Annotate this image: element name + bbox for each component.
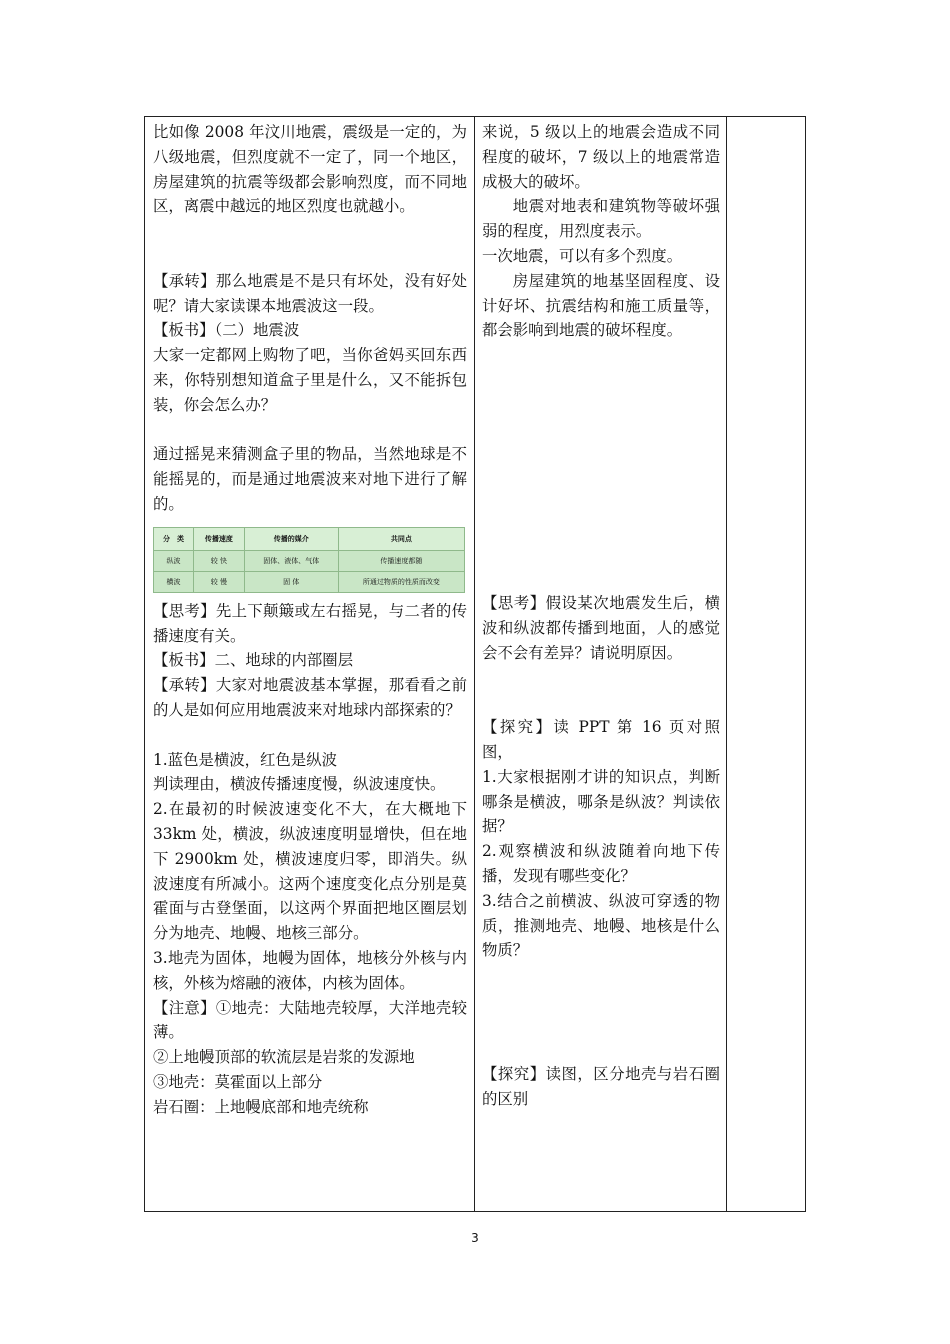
paragraph: 【板书】（二）地震波 [153, 321, 300, 340]
lesson-table [144, 116, 806, 1212]
paragraph: 3.结合之前横波、纵波可穿透的物质，推测地壳、地幔、地核是什么物质？ [482, 891, 720, 960]
paragraph: 1.蓝色是横波，红色是纵波 [153, 750, 337, 769]
table-cell: 所通过物质的性质而改变 [338, 571, 464, 592]
paragraph: 大家一定都网上购物了吧，当你爸妈买回东西来，你特别想知道盒子里是什么，又不能拆包装，你会怎么办？ [153, 346, 467, 414]
table-cell: 传播速度都随 [338, 550, 464, 571]
table-cell: 固体、液体、气体 [244, 550, 338, 571]
table-cell: 较 快 [194, 550, 245, 571]
column-divider [726, 117, 727, 1211]
table-cell: 固 体 [244, 571, 338, 592]
paragraph: 一次地震，可以有多个烈度。 [482, 246, 683, 265]
paragraph: 房屋建筑的地基坚固程度、设计好坏、抗震结构和施工质量等，都会影响到地震的破坏程度。 [482, 271, 720, 340]
teacher-activity-column [153, 120, 467, 1119]
paragraph: 【思考】假设某次地震发生后，横波和纵波都传播到地面，人的感觉会不会有差异？请说明原因。 [482, 594, 720, 662]
page-number: 3 [471, 1231, 479, 1245]
table-cell: 纵波 [154, 550, 194, 571]
paragraph: 1.大家根据刚才讲的知识点，判断哪条是横波，哪条是纵波？判读依据？ [482, 767, 720, 836]
paragraph: 【思考】先上下颠簸或左右摇晃，与二者的传播速度有关。 [153, 601, 467, 645]
table-header: 分 类 [154, 527, 194, 550]
table-cell: 较 慢 [194, 571, 245, 592]
paragraph: 判读理由，横波传播速度慢，纵波速度快。 [153, 775, 446, 794]
seismic-wave-table [153, 527, 465, 593]
paragraph: 【承转】大家对地震波基本掌握，那看看之前的人是如何应用地震波来对地球内部探索的？ [153, 676, 467, 719]
paragraph: 2.观察横波和纵波随着向地下传播，发现有哪些变化？ [482, 842, 720, 885]
paragraph: 【承转】那么地震是不是只有坏处，没有好处呢？请大家读课本地震波这一段。 [153, 271, 467, 315]
paragraph: 【探究】读图，区分地壳与岩石圈的区别 [482, 1065, 720, 1109]
paragraph: ②上地幔顶部的软流层是岩浆的发源地 [153, 1048, 415, 1067]
table-header: 传播的媒介 [244, 527, 338, 550]
paragraph: 2.在最初的时候波速变化不大，在大概地下 33km 处，横波，纵波速度明显增快，但在地下 2900km 处，横波速度归零，即消失。纵波速度有所减小。这两个速度变化点分别是莫霍面与古登堡面，以这两个界面把地区圈层划分为地壳、地幔、地核三部分。 [153, 800, 467, 943]
paragraph: 岩石圈：上地幔底部和地壳统称 [153, 1097, 369, 1116]
table-cell: 横波 [154, 571, 194, 592]
paragraph: 【探究】读 PPT 第 16 页对照图， [482, 718, 720, 761]
table-header: 传播速度 [194, 527, 245, 550]
table-header: 共同点 [338, 527, 464, 550]
paragraph: 【板书】二、地球的内部圈层 [153, 651, 354, 670]
paragraph: 地震对地表和建筑物等破坏强弱的程度，用烈度表示。 [482, 197, 720, 241]
column-divider [474, 117, 475, 1211]
paragraph: 3.地壳为固体，地幔为固体，地核分外核与内核，外核为熔融的液体，内核为固体。 [153, 948, 467, 992]
paragraph: 比如像 2008 年汶川地震，震级是一定的，为八级地震，但烈度就不一定了，同一个地区，房屋建筑的抗震等级都会影响烈度，而不同地区，离震中越远的地区烈度也就越小。 [153, 123, 467, 216]
paragraph: 通过摇晃来猜测盒子里的物品，当然地球是不能摇晃的，而是通过地震波来对地下进行了解的。 [153, 445, 467, 513]
paragraph: ③地壳：莫霍面以上部分 [153, 1072, 323, 1091]
student-activity-column [482, 120, 720, 1112]
paragraph: 来说，5 级以上的地震会造成不同程度的破坏，7 级以上的地震常造成极大的破坏。 [482, 123, 720, 191]
paragraph: 【注意】①地壳：大陆地壳较厚，大洋地壳较薄。 [153, 998, 467, 1042]
